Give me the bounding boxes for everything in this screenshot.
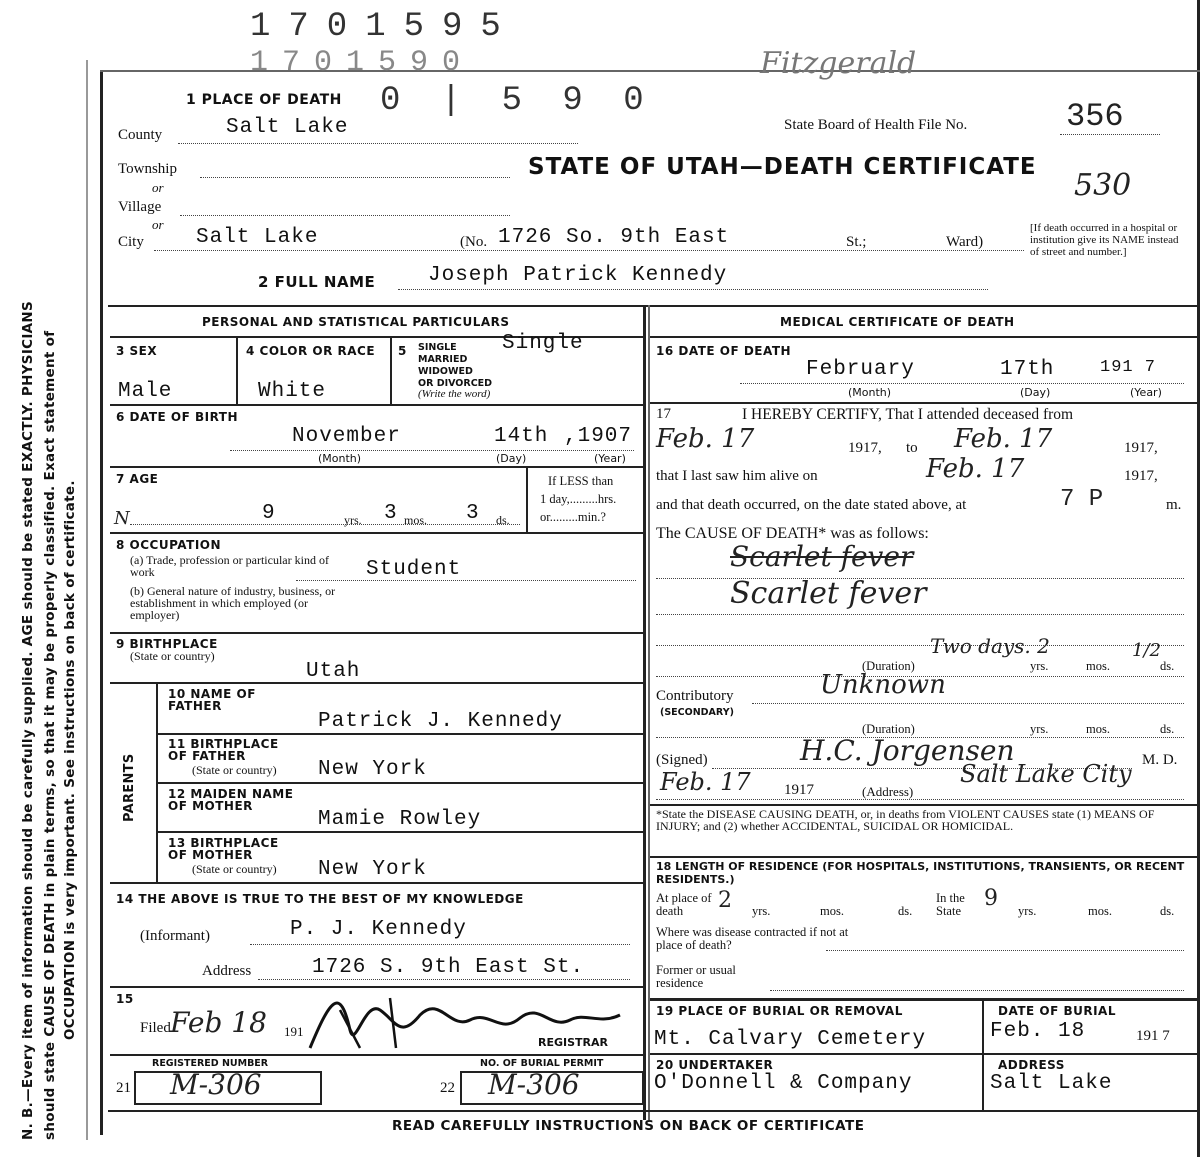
dod-year-cap: (Year) <box>1130 386 1162 399</box>
rule-right-1 <box>650 336 1198 338</box>
rule-left-7 <box>156 733 643 735</box>
dob-year: ,1907 <box>564 425 633 448</box>
signed-date: Feb. 17 <box>660 768 751 796</box>
rule-left-10 <box>110 882 643 884</box>
at-place-years: 2 <box>718 888 732 913</box>
rule-right-6 <box>650 1053 1198 1055</box>
in-state-ds: ds. <box>1160 904 1175 918</box>
place-number: 0 | 5 9 0 <box>380 82 654 120</box>
personal-section-title: PERSONAL AND STATISTICAL PARTICULARS <box>202 315 510 329</box>
medical-section-title: MEDICAL CERTIFICATE OF DEATH <box>780 315 1015 329</box>
filed-year: 191 <box>284 1024 304 1039</box>
rule-left-2 <box>110 404 643 406</box>
marital-write: (Write the word) <box>418 388 491 400</box>
no-label: (No. <box>460 234 488 250</box>
occupation-label: 8 OCCUPATION <box>116 538 222 552</box>
dod-month-cap: (Month) <box>848 386 892 399</box>
sex-value: Male <box>118 380 173 403</box>
dod-year: 191 7 <box>1100 358 1157 377</box>
doctor-address-label: (Address) <box>862 784 914 799</box>
informant-label: (Informant) <box>140 928 210 944</box>
age-less-2: 1 day,.........hrs. <box>540 492 617 506</box>
center-divider <box>643 305 646 1120</box>
md-label: M. D. <box>1142 752 1178 768</box>
cause-footnote: *State the DISEASE CAUSING DEATH, or, in deaths from VIOLENT CAUSES state (1) MEANS OF INJURY; and (2) whether ACCIDENTAL, SUICIDAL OR HOMICIDAL. <box>656 807 1155 833</box>
registered-label: REGISTERED NUMBER <box>152 1058 269 1069</box>
to-label: to <box>906 440 918 456</box>
attended-to: Feb. 17 <box>954 424 1053 454</box>
marital-value: Single <box>502 332 584 355</box>
age-ds-label: ds. <box>496 513 510 527</box>
dod-month: February <box>806 358 915 381</box>
filed-label: Filed <box>140 1020 171 1036</box>
contracted-line <box>826 950 1184 951</box>
dod-day: 17th <box>1000 358 1055 381</box>
burial-permit-value: M-306 <box>488 1068 580 1101</box>
sex-label: 3 SEX <box>116 344 158 358</box>
mother-bp-cap: (State or country) <box>192 862 277 876</box>
age-days: 3 <box>466 502 480 525</box>
full-name-value: Joseph Patrick Kennedy <box>428 264 728 287</box>
rule-age <box>526 466 528 532</box>
duration-value: Two days. 2 <box>930 634 1050 658</box>
occupation-value: Student <box>366 558 462 581</box>
cause-line-2 <box>656 614 1184 615</box>
mother-bp-label: 13 BIRTHPLACE OF MOTHER <box>168 836 279 862</box>
contributory-value: Unknown <box>820 670 946 700</box>
occupation-b: (b) General nature of industry, business, or establishment in which employed (or employer) <box>130 584 336 622</box>
village-line <box>180 215 510 216</box>
full-name-label: 2 FULL NAME <box>258 273 376 291</box>
table-bottom-rule <box>108 1110 1198 1112</box>
at-place-label: At place of death <box>656 891 712 918</box>
age-mos-label: mos. <box>404 513 428 527</box>
rule-left-5 <box>110 632 643 634</box>
occurred-text: and that death occurred, on the date stated above, at <box>656 497 967 513</box>
file-number-2: 530 <box>1074 168 1132 203</box>
informant-line <box>250 944 630 945</box>
cause-value: Scarlet fever <box>730 576 927 611</box>
duration-ds: ds. <box>1160 659 1175 673</box>
contrib-yrs: yrs. <box>1030 722 1049 736</box>
rule-race <box>390 336 392 404</box>
in-state-mos: mos. <box>1088 904 1112 918</box>
father-value: Patrick J. Kennedy <box>318 710 563 733</box>
birthplace-state-cap: (State or country) <box>130 649 215 663</box>
father-bp-value: New York <box>318 758 427 781</box>
footer-instructions: READ CAREFULLY INSTRUCTIONS ON BACK OF CERTIFICATE <box>392 1118 865 1134</box>
father-label: 10 NAME OF FATHER <box>168 687 256 713</box>
contributory-line <box>752 703 1184 704</box>
contributory-label: Contributory <box>656 688 734 704</box>
burial-place-value: Mt. Calvary Cemetery <box>654 1028 927 1051</box>
address-label: Address <box>202 963 252 979</box>
age-yrs-label: yrs. <box>344 513 362 527</box>
marital-option: OR DIVORCED <box>418 378 493 389</box>
address-line <box>258 979 630 980</box>
age-less-3: or.........min.? <box>540 510 606 524</box>
dob-month-cap: (Month) <box>318 452 362 465</box>
cause-line-3 <box>656 645 1184 646</box>
undertaker-address-label: ADDRESS <box>998 1058 1065 1072</box>
marital-option: MARRIED <box>418 354 468 365</box>
secondary-label: (SECONDARY) <box>660 707 734 718</box>
attended-from: Feb. 17 <box>656 424 755 454</box>
frame-left <box>100 70 103 1135</box>
rule-right-2 <box>650 402 1198 404</box>
rule-right-5 <box>650 998 1198 1001</box>
item-22: 22 <box>440 1080 455 1096</box>
cause-struck: Scarlet fever <box>730 540 914 573</box>
physician-signature: H.C. Jorgensen <box>800 734 1015 767</box>
burial-date-label: DATE OF BURIAL <box>998 1004 1116 1018</box>
dob-label: 6 DATE OF BIRTH <box>116 410 239 424</box>
rule-left-6 <box>110 682 643 684</box>
year-1917-a: 1917, <box>848 440 882 456</box>
undertaker-label: 20 UNDERTAKER <box>656 1058 774 1072</box>
item-17: 17 <box>656 406 671 422</box>
at-place-mos: mos. <box>820 904 844 918</box>
stamp-number: 1701595 <box>250 8 519 46</box>
dob-day-cap: (Day) <box>496 452 527 465</box>
item-15: 15 <box>116 992 134 1006</box>
contrib-mos: mos. <box>1086 722 1110 736</box>
duration-yrs: yrs. <box>1030 659 1049 673</box>
burial-date-value: Feb. 18 <box>990 1020 1086 1043</box>
cause-label: The CAUSE OF DEATH* was as follows: <box>656 525 929 542</box>
marital-option: SINGLE <box>418 342 457 353</box>
age-less-1: If LESS than <box>548 474 614 488</box>
in-state-label: In the State <box>936 891 965 918</box>
dob-year-cap: (Year) <box>594 452 626 465</box>
dob-day: 14th <box>494 425 549 448</box>
undertaker-value: O'Donnell & Company <box>654 1072 913 1095</box>
time-m: m. <box>1166 497 1182 513</box>
undertaker-address-value: Salt Lake <box>990 1072 1113 1095</box>
contrib-ds: ds. <box>1160 722 1175 736</box>
father-bp-label: 11 BIRTHPLACE OF FATHER <box>168 737 279 763</box>
filed-value: Feb 18 <box>170 1006 267 1039</box>
registrar-label: REGISTRAR <box>538 1036 608 1049</box>
file-number: 356 <box>1066 98 1124 135</box>
rule-left-4 <box>110 532 643 534</box>
dob-month: November <box>292 425 401 448</box>
margin-rule <box>86 60 88 1140</box>
duration-label: (Duration) <box>862 659 915 673</box>
color-label: 4 COLOR OR RACE <box>246 344 376 358</box>
contracted-label: Where was disease contracted if not at place of death? <box>656 925 849 952</box>
signed-label: (Signed) <box>656 752 708 768</box>
ward-label: Ward) <box>946 234 984 250</box>
former-label: Former or usual residence <box>656 963 736 990</box>
age-months: 3 <box>384 502 398 525</box>
side-note-line1: N. B.—Every item of information should be carefully supplied. AGE should be stated EXACTLY. PHYSICIANS <box>20 300 36 1140</box>
true-label: 14 THE ABOVE IS TRUE TO THE BEST OF MY KNOWLEDGE <box>116 892 524 906</box>
township-label: Township <box>118 161 177 177</box>
burial-year: 191 7 <box>1136 1028 1170 1044</box>
rule-sex <box>236 336 238 404</box>
item-21: 21 <box>116 1080 131 1096</box>
certificate-title: STATE OF UTAH—DEATH CERTIFICATE <box>528 154 1037 180</box>
certify-text: I HEREBY CERTIFY, That I attended deceased from <box>742 406 1074 423</box>
birthplace-label: 9 BIRTHPLACE <box>116 637 218 651</box>
color-value: White <box>258 380 327 403</box>
year-1917-b: 1917, <box>1124 440 1158 456</box>
contrib-duration-label: (Duration) <box>862 722 915 736</box>
in-state-yrs: yrs. <box>1018 904 1037 918</box>
informant-value: P. J. Kennedy <box>290 918 467 941</box>
rule-left-11 <box>110 986 643 988</box>
dod-line <box>740 383 1184 384</box>
dod-day-cap: (Day) <box>1020 386 1051 399</box>
county-value: Salt Lake <box>226 116 349 139</box>
rule-left-8 <box>156 782 643 784</box>
stamp-faded-name: Fitzgerald <box>760 46 917 81</box>
registered-value: M-306 <box>170 1068 262 1101</box>
age-years: 9 <box>262 502 276 525</box>
residence-label: 18 LENGTH OF RESIDENCE (FOR HOSPITALS, INSTITUTIONS, TRANSIENTS, OR RECENT RESIDENTS.) <box>656 860 1185 886</box>
age-mark: N <box>114 508 130 529</box>
rule-left-9 <box>156 831 643 833</box>
dob-line <box>230 450 634 451</box>
mother-bp-value: New York <box>318 858 427 881</box>
doctor-address: Salt Lake City <box>960 760 1132 788</box>
or-2: or <box>152 217 164 232</box>
duration-half: 1/2 <box>1132 640 1161 661</box>
county-label: County <box>118 127 163 143</box>
age-label: 7 AGE <box>116 472 159 486</box>
last-saw-date: Feb. 17 <box>926 454 1025 484</box>
hospital-note: [If death occurred in a hospital or institution give its NAME instead of street and number.] <box>1030 222 1179 258</box>
birthplace-value: Utah <box>306 660 361 683</box>
former-line <box>770 990 1184 991</box>
rule-right-3 <box>650 804 1198 806</box>
at-place-ds: ds. <box>898 904 913 918</box>
occupation-line <box>296 580 636 581</box>
or-1: or <box>152 180 164 195</box>
village-label: Village <box>118 199 162 215</box>
mother-label: 12 MAIDEN NAME OF MOTHER <box>168 787 294 813</box>
last-saw-text: that I last saw him alive on <box>656 468 818 484</box>
frame-right <box>1197 0 1200 1157</box>
side-note-line3: OCCUPATION is very important. See instructions on back of certificate. <box>62 480 78 1040</box>
year-1917-c: 1917, <box>1124 468 1158 484</box>
marital-no: 5 <box>398 344 407 358</box>
township-line <box>200 177 510 178</box>
marital-option: WIDOWED <box>418 366 473 377</box>
file-line <box>1060 134 1160 135</box>
city-label: City <box>118 234 144 250</box>
table-top-rule <box>108 305 1198 307</box>
file-label: State Board of Health File No. <box>784 117 968 133</box>
age-line <box>130 524 520 525</box>
dod-label: 16 DATE OF DEATH <box>656 344 792 358</box>
rule-burial <box>982 998 984 1110</box>
doctor-address-line <box>656 799 1184 800</box>
signed-year: 1917 <box>784 782 814 798</box>
stamp-faded-number: 1701590 <box>250 46 475 80</box>
side-note-line2: should state CAUSE OF DEATH in plain terms, so that it may be properly classified. Exact statement of <box>42 330 58 1140</box>
full-name-line <box>398 289 988 290</box>
death-time: 7 P <box>1060 486 1104 513</box>
street-value: 1726 So. 9th East <box>498 226 730 249</box>
address-value: 1726 S. 9th East St. <box>312 956 585 979</box>
city-line <box>154 250 1024 251</box>
parents-label: PARENTS <box>122 753 137 822</box>
occupation-a: (a) Trade, profession or particular kind of work <box>130 553 329 579</box>
father-bp-cap: (State or country) <box>192 763 277 777</box>
rule-left-12 <box>110 1054 643 1056</box>
burial-permit-label: NO. OF BURIAL PERMIT <box>480 1058 604 1069</box>
at-place-yrs: yrs. <box>752 904 771 918</box>
city-value: Salt Lake <box>196 226 319 249</box>
duration-mos: mos. <box>1086 659 1110 673</box>
in-state-years: 9 <box>984 886 998 911</box>
st-label: St.; <box>846 234 867 250</box>
place-of-death-label: 1 PLACE OF DEATH <box>186 92 342 108</box>
rule-right-4 <box>650 856 1198 858</box>
mother-value: Mamie Rowley <box>318 808 482 831</box>
county-line <box>178 143 578 144</box>
rule-left-3 <box>110 466 643 468</box>
burial-place-label: 19 PLACE OF BURIAL OR REMOVAL <box>656 1004 903 1018</box>
